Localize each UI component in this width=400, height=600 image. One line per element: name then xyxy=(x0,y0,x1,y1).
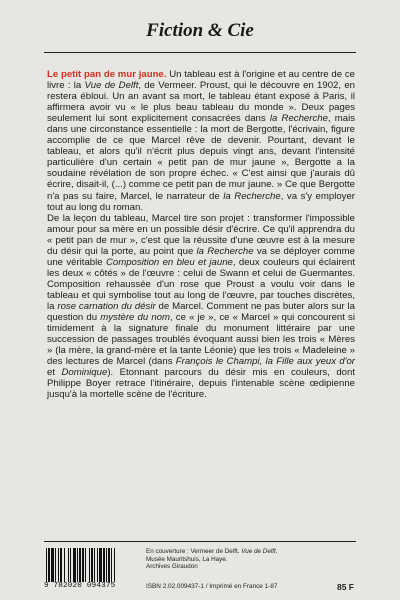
cover-credit: En couverture : Vermeer de Delft. Vue de Delft. Musée Mauritshuis, La Haye. Archives Giraudon xyxy=(146,548,278,571)
barcode-bar xyxy=(46,548,47,582)
barcode-bar xyxy=(82,548,84,582)
barcode-bar xyxy=(48,548,50,582)
barcode-bar xyxy=(64,548,65,582)
blurb-paragraph-2: De la leçon du tableau, Marcel tire son projet : transformer l'impossible amour pour sa mère en un possible désir d'écrire. Ce qu'il apprendra du « petit pan de mur », c'est que la réussite d'une œuvre est à la mesure du désir qui la porte, au point que la Recherche va se déployer comme une véritable Composition en bleu et jaune, deux couleurs qui éclairent les deux « côtés » de l'œuvre : celui de Swann et celui de Guermantes. Composition rehaussée d'un rose que Proust a voulu voir dans le tableau et qui symbolise tout au long de l'œuvre, par touches discrètes, la rose carnation du désir de Marcel. Comment ne pas buter alors sur la question du mystère du nom, ce « je », ce « Marcel » qui concourent si timidement à la signature finale du monument littéraire par une succession de passages troublés évoquant aussi bien les trois « Mères » (la mère, la grand-mère et la tante Léonie) que les trois « Madeleine » des lectures de Marcel (dans François le Champi, la Fille aux yeux d'or et Dominique). Etonnant parcours du désir mis en couleurs, dont Philippe Boyer retrace l'itinéraire, depuis l'intenable scène œdipienne jusqu'à la mortelle scène de l'écriture. xyxy=(47,212,356,401)
blurb-paragraph-1: Le petit pan de mur jaune. Un tableau est à l'origine et au centre de ce livre : la Vue de Delft, de Vermeer. Proust, qui le découvre en 1902, en restera ébloui. Un an avant sa mort, le tableau étant exposé à Paris, il affirmera avoir vu « le plus beau tableau du monde ». Deux pages seulement lui sont explicitement consacrées dans la Recherche, mais dans une circonstance essentielle : la mort de Bergotte, l'écrivain, figure accomplie de ce que Marcel rêve de devenir. Pourtant, devant le tableau, et alors qu'il n'écrit plus depuis vingt ans, devant l'intensité particulière d'un certain « petit pan de mur jaune », Bergotte a la soudaine révélation de son propre échec. « C'est ainsi que j'aurais dû écrire, disait-il, (...) comme ce petit pan de mur jaune. » Ce que Bergotte n'a pas su faire, Marcel, le narrateur de la Recherche, va s'y employer tout au long du roman. xyxy=(47,69,355,213)
barcode-bar xyxy=(111,548,112,582)
barcode-bar xyxy=(70,548,71,582)
barcode-bar xyxy=(91,548,93,582)
barcode-bar xyxy=(60,548,62,582)
barcode-bar xyxy=(99,548,102,582)
barcode-bar xyxy=(97,548,98,582)
barcode-bar xyxy=(77,548,78,582)
series-title: Fiction & Cie xyxy=(146,20,254,41)
barcode-bar xyxy=(85,548,86,582)
barcode-bar xyxy=(94,548,95,582)
bottom-rule xyxy=(44,541,356,542)
isbn-line: ISBN 2.02.009437-1 / Imprimé en France 1-87 xyxy=(146,583,278,590)
price: 85 F xyxy=(336,582,354,592)
barcode-bar xyxy=(68,548,69,582)
barcode-bar xyxy=(106,548,107,582)
barcode-bar xyxy=(73,548,76,582)
barcode-bar xyxy=(79,548,81,582)
barcode-bar xyxy=(114,548,115,582)
barcode-bar xyxy=(103,548,105,582)
blurb-text xyxy=(47,69,355,400)
barcode-number: 9 782020 094375 xyxy=(44,582,136,590)
barcode-bar xyxy=(89,548,90,582)
barcode-bar xyxy=(108,548,110,582)
barcode-bar xyxy=(51,548,54,582)
barcode-bar xyxy=(58,548,59,582)
blurb-lead-title: Le petit pan de mur jaune. xyxy=(47,69,167,80)
barcode-bars xyxy=(44,548,134,582)
top-rule xyxy=(44,52,356,53)
barcode-bar xyxy=(55,548,56,582)
